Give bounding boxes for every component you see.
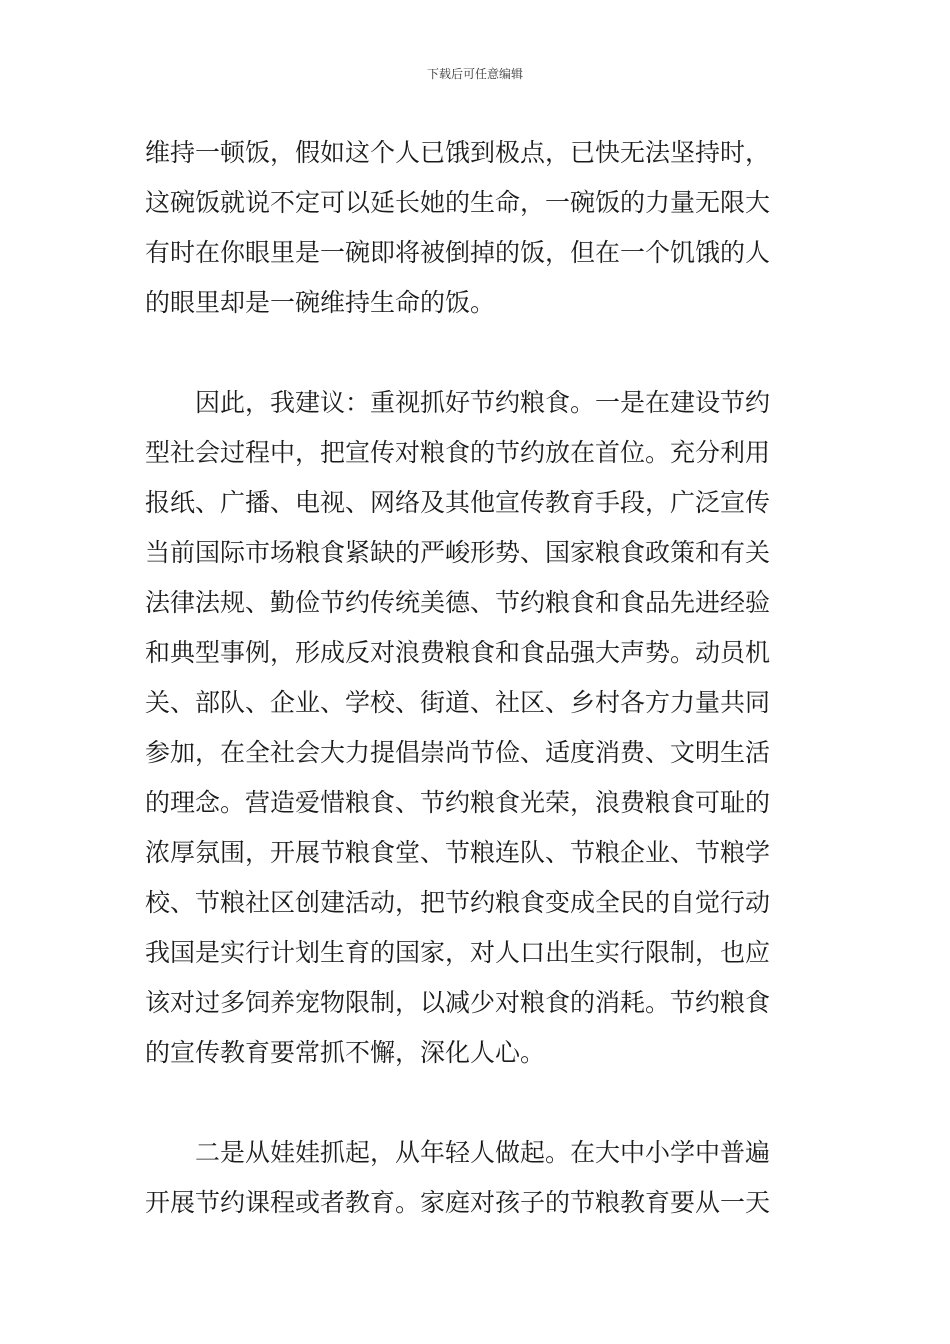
paragraph-youth [145, 1128, 805, 1228]
text-line: 报纸、广播、电视、网络及其他宣传教育手段，广泛宣传 [145, 488, 771, 517]
text-line: 该对过多饲养宠物限制，以减少对粮食的消耗。节约粮食 [145, 988, 771, 1017]
text-line: 的宣传教育要常抓不懈，深化人心。 [145, 1038, 546, 1067]
text-line: 有时在你眼里是一碗即将被倒掉的饭，但在一个饥饿的人 [145, 238, 771, 267]
text-line: 维持一顿饭，假如这个人已饿到极点，已快无法坚持时， [145, 138, 771, 167]
page-header: 下载后可任意编辑 [426, 67, 523, 81]
paragraph-suggestion [145, 378, 805, 1078]
text-line: 关、部队、企业、学校、街道、社区、乡村各方力量共同 [145, 688, 771, 717]
text-line: 当前国际市场粮食紧缺的严峻形势、国家粮食政策和有关 [145, 538, 771, 567]
paragraph-gap [145, 328, 805, 378]
text-line: 这碗饭就说不定可以延长她的生命，一碗饭的力量无限大 [145, 188, 771, 217]
text-line: 的眼里却是一碗维持生命的饭。 [145, 288, 496, 317]
paragraph-continuation [145, 128, 805, 328]
text-line: 和典型事例，形成反对浪费粮食和食品强大声势。动员机 [145, 638, 771, 667]
text-line: 我国是实行计划生育的国家，对人口出生实行限制，也应 [145, 938, 771, 967]
text-line: 法律法规、勤俭节约传统美德、节约粮食和食品先进经验 [145, 588, 771, 617]
text-line-indented: 因此，我建议：重视抓好节约粮食。一是在建设节约 [195, 388, 771, 417]
text-line: 型社会过程中，把宣传对粮食的节约放在首位。充分利用 [145, 438, 771, 467]
text-line: 的理念。营造爱惜粮食、节约粮食光荣，浪费粮食可耻的 [145, 788, 771, 817]
text-line: 浓厚氛围，开展节粮食堂、节粮连队、节粮企业、节粮学 [145, 838, 771, 867]
text-line: 参加，在全社会大力提倡崇尚节俭、适度消费、文明生活 [145, 738, 771, 767]
document-body [145, 128, 805, 1228]
text-line: 开展节约课程或者教育。家庭对孩子的节粮教育要从一天 [145, 1188, 771, 1217]
paragraph-gap [145, 1078, 805, 1128]
text-line-indented: 二是从娃娃抓起，从年轻人做起。在大中小学中普遍 [195, 1138, 771, 1167]
text-line: 校、节粮社区创建活动，把节约粮食变成全民的自觉行动 [145, 888, 771, 917]
